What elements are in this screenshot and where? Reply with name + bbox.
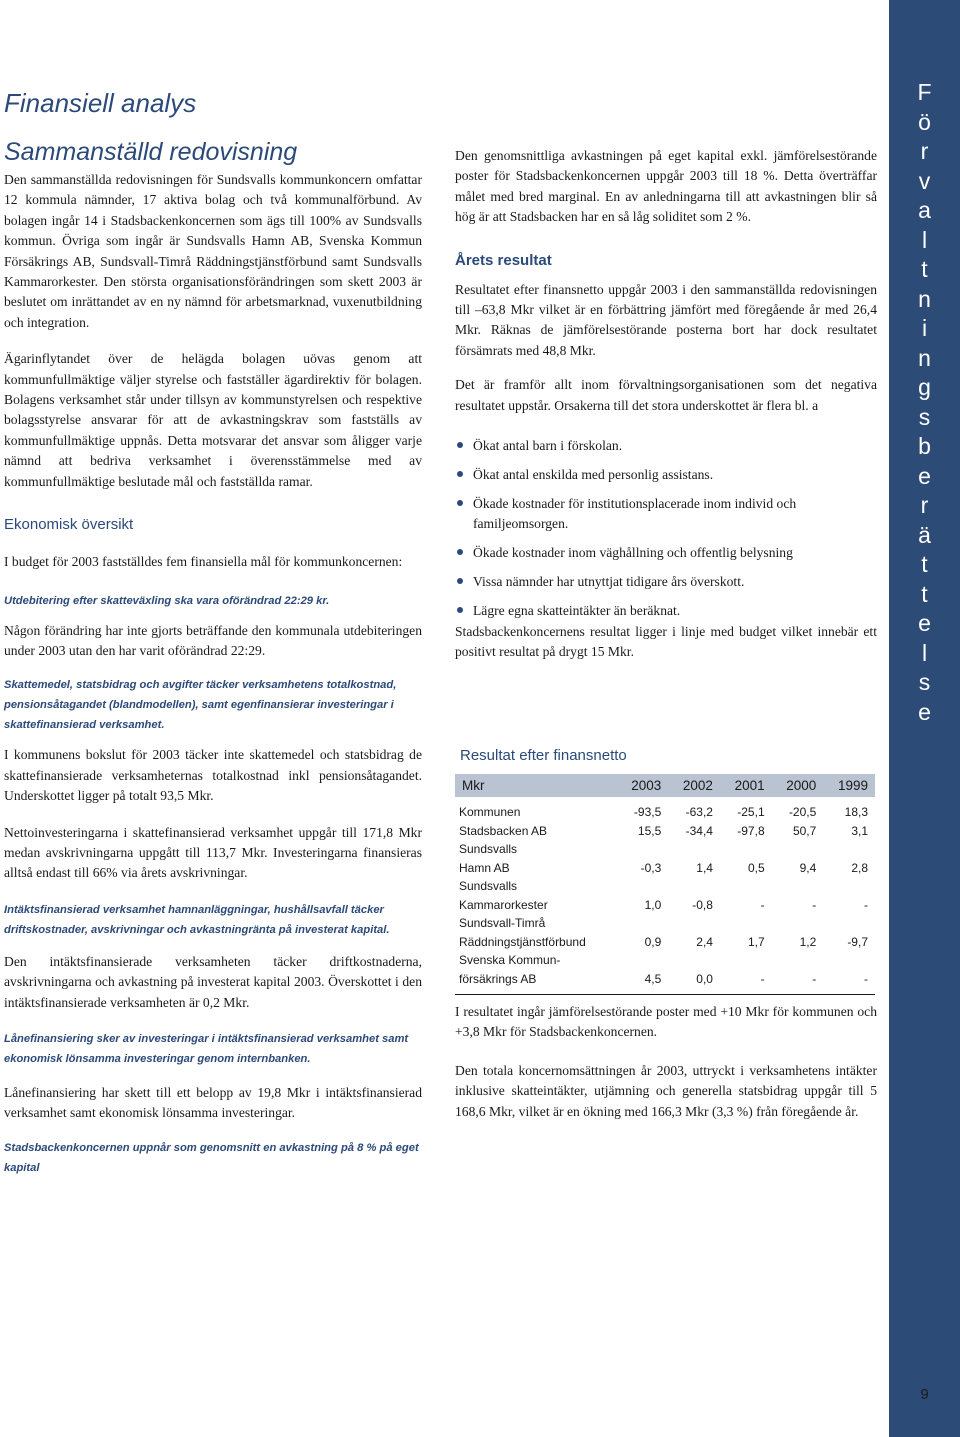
bullet-icon bbox=[457, 607, 463, 613]
table-cell: - bbox=[760, 971, 765, 986]
side-band-letter: s bbox=[918, 403, 931, 430]
column-header: 1999 bbox=[823, 774, 875, 797]
column-header: 2000 bbox=[772, 774, 824, 797]
deficit-reasons-list bbox=[455, 436, 877, 622]
list-item: Ökade kostnader inom väghållning och offentlig belysning bbox=[455, 543, 877, 563]
row-label: Kommunen bbox=[459, 805, 521, 820]
bullet-icon bbox=[457, 471, 463, 477]
table-cell: 0,9 bbox=[644, 934, 662, 949]
section-title-sammanstalld: Sammanställd redovisning bbox=[4, 138, 298, 166]
side-band-letter: a bbox=[918, 197, 931, 223]
row-label: Stadsbacken AB bbox=[459, 823, 548, 838]
side-band-letter: t bbox=[921, 551, 928, 577]
table-cell: 1,2 bbox=[799, 934, 817, 949]
table-cell: 1,7 bbox=[747, 934, 765, 949]
table-cell: 3,1 bbox=[851, 823, 868, 838]
goal-1-text: Någon förändring har inte gjorts beträffande den kommunala utdebiteringen under 2003 utan den har varit oförändrad 22:29. bbox=[4, 622, 422, 658]
side-band-letter: r bbox=[920, 492, 929, 518]
table-row bbox=[455, 822, 875, 841]
investment-paragraph: Nettoinvesteringarna i skattefinansierad verksamhet uppgår till 171,8 Mkr medan avskrivningarna uppgått till 113,7 Mkr. Investeringarna finansieras alltså endast till 66% via årets avskrivningar. bbox=[4, 824, 422, 881]
row-label: Räddningstjänstförbund bbox=[459, 934, 586, 949]
table-cell: -0,3 bbox=[640, 860, 662, 875]
table-cell: 50,7 bbox=[792, 823, 817, 838]
table-title: Resultat efter finansnetto bbox=[460, 747, 627, 764]
table-row-label-line bbox=[455, 840, 875, 859]
table-cell: -63,2 bbox=[685, 805, 713, 820]
goal-2-callout: Skattemedel, statsbidrag och avgifter täcker verksamhetens totalkostnad, pensionsåtagandet (blandmodellen), samt egenfinansierar investeringar i skattefinansierad verksamhet. bbox=[4, 679, 397, 732]
list-item: Ökat antal enskilda med personlig assistans. bbox=[455, 465, 877, 485]
list-item: Ökade kostnader för institutionsplacerade inom individ och familjeomsorgen. bbox=[455, 494, 877, 535]
budget-paragraph: I budget för 2003 fastställdes fem finansiella mål för kommunkoncernen: bbox=[4, 554, 403, 570]
table-cell: 9,4 bbox=[799, 860, 817, 875]
side-band-letter: e bbox=[918, 462, 931, 489]
column-header: 2002 bbox=[668, 774, 720, 797]
side-band-letter: e bbox=[918, 698, 931, 725]
table-cell: 0,5 bbox=[747, 860, 765, 875]
row-label: Sundsvalls bbox=[459, 879, 518, 894]
side-band-letter: r bbox=[920, 138, 929, 164]
side-band-letter: n bbox=[918, 285, 931, 312]
table-cell: -20,5 bbox=[788, 805, 817, 820]
side-band bbox=[889, 0, 960, 1437]
table-row-label-line bbox=[455, 877, 875, 896]
table-row bbox=[455, 933, 875, 952]
table-row-label-line bbox=[455, 914, 875, 933]
result-paragraph: Resultatet efter finansnetto uppgår 2003 i den sammanställda redovisningen till –63,8 Mkr vilket är en förbättring jämfört med föregående år med 26,4 Mkr. Räknas de jämförelsestörande posterna bort har dock resultatet försämrats med 48,8 Mkr. bbox=[455, 281, 877, 358]
table-row bbox=[455, 896, 875, 915]
column-header: 2001 bbox=[720, 774, 772, 797]
left-column bbox=[4, 86, 422, 1178]
page-number: 9 bbox=[920, 1386, 929, 1403]
side-band-letter: s bbox=[918, 669, 931, 695]
column-header: 2003 bbox=[617, 774, 669, 797]
side-band-letter: i bbox=[921, 315, 928, 341]
table-cell: -0,8 bbox=[692, 897, 713, 912]
table-cell: 1,0 bbox=[644, 897, 662, 912]
column-header: Mkr bbox=[455, 774, 617, 797]
goal-4-callout: Lånefinansiering sker av investeringar i intäktsfinansierad verksamhet samt ekonomisk lönsamma investeringar genom internbanken. bbox=[4, 1032, 409, 1065]
table-cell: - bbox=[864, 971, 868, 986]
side-band-letter: b bbox=[918, 433, 931, 459]
after-table-text bbox=[455, 1002, 877, 1122]
table-cell: - bbox=[812, 897, 817, 912]
table-cell: 2,8 bbox=[851, 860, 868, 875]
table-row-label-line bbox=[455, 951, 875, 970]
roe-paragraph: Den genomsnittliga avkastningen på eget kapital exkl. jämförelsestörande poster för Stadsbackenkoncernen uppgår 2003 till 18 %. Detta överträffar målet med bred marginal. En av anledningarna till att avkastningen blir så hög är att Stadsbacken har en så låg soliditet som 2 %. bbox=[455, 148, 877, 225]
result-table bbox=[455, 774, 875, 995]
section-heading-arets-resultat: Årets resultat bbox=[455, 251, 552, 269]
list-item: Ökat antal barn i förskolan. bbox=[455, 436, 877, 456]
side-band-letter: t bbox=[921, 256, 928, 282]
bullet-icon bbox=[457, 500, 463, 506]
table-cell: 4,5 bbox=[644, 971, 662, 986]
bullet-icon bbox=[457, 578, 463, 584]
list-item: Lägre egna skatteintäkter än beräknat. bbox=[455, 601, 877, 621]
table-cell: -9,7 bbox=[847, 934, 868, 949]
table-cell: - bbox=[812, 971, 817, 986]
table-cell: -25,1 bbox=[737, 805, 765, 820]
table-cell: - bbox=[760, 897, 765, 912]
bullet-icon bbox=[457, 549, 463, 555]
table-cell: -34,4 bbox=[685, 823, 713, 838]
goal-4-text: Lånefinansiering har skett till ett belopp av 19,8 Mkr i intäktsfinansierad verksamhet samt ekonomisk lönsamma investeringar. bbox=[4, 1084, 422, 1121]
side-band-letter: F bbox=[917, 79, 932, 105]
table-bottom-rule bbox=[455, 988, 875, 995]
table-cell: 18,3 bbox=[844, 805, 868, 820]
intro-paragraph: Den sammanställda redovisningen för Sundsvalls kommunkoncern omfattar 12 kommula nämnder, 17 aktiva bolag och två kommunalförbund. Av bolagen ingår 14 i Stadsbackenkoncernen som ägs till 100% av Sundsvalls kommun. Övriga som ingår är Sundsvalls Hamn AB, Svenska Kommun Försäkrings AB, Sundsvall-Timrå Räddningstjänstförbund samt Sundsvalls Kammarorkester. Den största organisationsförändringen som skett 2003 är beslutet om inrättandet av en ny nämnd för arbetsmarknad, vuxenutbildning och integration. bbox=[4, 172, 422, 330]
table-row bbox=[455, 859, 875, 878]
comparison-items-paragraph: I resultatet ingår jämförelsestörande poster med +10 Mkr för kommunen och +3,8 Mkr för Stadsbackenkoncernen. bbox=[455, 1004, 877, 1040]
row-label: försäkrings AB bbox=[459, 971, 537, 986]
goal-5-callout: Stadsbackenkoncernen uppnår som genomsnitt en avkastning på 8 % på eget kapital bbox=[4, 1141, 419, 1174]
side-band-letter: v bbox=[918, 167, 931, 194]
goal-2-text: I kommunens bokslut för 2003 täcker inte skattemedel och statsbidrag de skattefinansierade verksamheternas totalkostnad inkl pensionsåtagandet. Underskottet ligger på totalt 93,5 Mkr. bbox=[4, 747, 422, 804]
section-heading-ekonomisk-oversikt: Ekonomisk översikt bbox=[4, 516, 134, 534]
table-cell: - bbox=[864, 897, 868, 912]
list-item: Vissa nämnder har utnyttjat tidigare års överskott. bbox=[455, 572, 877, 592]
side-band-letter: l bbox=[921, 226, 928, 253]
side-band-letter: g bbox=[918, 374, 931, 400]
side-band-letter: n bbox=[918, 344, 931, 371]
table-cell: 1,4 bbox=[696, 860, 713, 875]
side-band-letter: l bbox=[921, 639, 928, 666]
bullet-icon bbox=[457, 442, 463, 448]
side-band-letter: e bbox=[918, 610, 931, 636]
goal-3-text: Den intäktsfinansierade verksamheten täcker driftkostnaderna, avskrivningarna och avkastning på investerat kapital 2003. Överskottet i den intäktsfinansierade verksamheten är 0,2 Mkr. bbox=[4, 953, 422, 1010]
side-band-label bbox=[889, 78, 960, 727]
row-label: Kammarorkester bbox=[459, 897, 548, 912]
table-row bbox=[455, 797, 875, 822]
table-cell: 15,5 bbox=[637, 823, 662, 838]
right-column bbox=[455, 146, 877, 663]
table-cell: 0,0 bbox=[696, 971, 713, 986]
page-title: Finansiell analys bbox=[4, 88, 197, 118]
row-label: Sundsvall-Timrå bbox=[459, 916, 546, 931]
goal-1-callout: Utdebitering efter skatteväxling ska vara oförändrad 22:29 kr. bbox=[4, 594, 330, 607]
deficit-paragraph: Det är framför allt inom förvaltningsorganisationen som det negativa resultatet uppstår. Orsakerna till det stora underskottet är flera bl. a bbox=[455, 377, 877, 413]
row-label: Svenska Kommun- bbox=[459, 953, 561, 968]
goal-3-callout: Intäktsfinansierad verksamhet hamnanläggningar, hushållsavfall täcker driftskostnader, avskrivningar och avkastningränta på investerat kapital. bbox=[4, 903, 390, 936]
side-band-letter: ö bbox=[918, 108, 931, 135]
table-cell: -93,5 bbox=[633, 805, 662, 820]
table-cell: 2,4 bbox=[696, 934, 713, 949]
ownership-paragraph: Ägarinflytandet över de helägda bolagen uövas genom att kommunfullmäktige väljer styrelse och fastställer ägardirektiv för bolagen. Bolagens verksamhet står under tillsyn av kommunstyrelsen och respektive bolagsstyrelse ansvarar för att de avkastningskrav som fastställs av kommunfullmäktige uppnås. Detta motsvarar det ansvar som åligger varje nämnd att bedriva verksamhet i överensstämmelse med av kommunfullmäktige beslutade mål och fastställda ramar. bbox=[4, 351, 422, 489]
side-band-letter: ä bbox=[918, 521, 931, 548]
table-header-row bbox=[455, 774, 875, 797]
row-label: Hamn AB bbox=[459, 860, 510, 875]
budget-line-paragraph: Stadsbackenkoncernens resultat ligger i linje med budget vilket innebär ett positivt resultat på drygt 15 Mkr. bbox=[455, 623, 877, 660]
side-band-letter: t bbox=[921, 580, 928, 607]
turnover-paragraph: Den totala koncernomsättningen år 2003, uttryckt i verksamhetens intäkter inklusive skatteintäkter, utjämning och generella statsbidrag uppgår till 5 168,6 Mkr, vilket är en ökning med 166,3 Mkr (3,3 %) från föregående år. bbox=[455, 1062, 877, 1119]
table-cell: -97,8 bbox=[737, 823, 765, 838]
table-row bbox=[455, 970, 875, 989]
row-label: Sundsvalls bbox=[459, 842, 518, 857]
